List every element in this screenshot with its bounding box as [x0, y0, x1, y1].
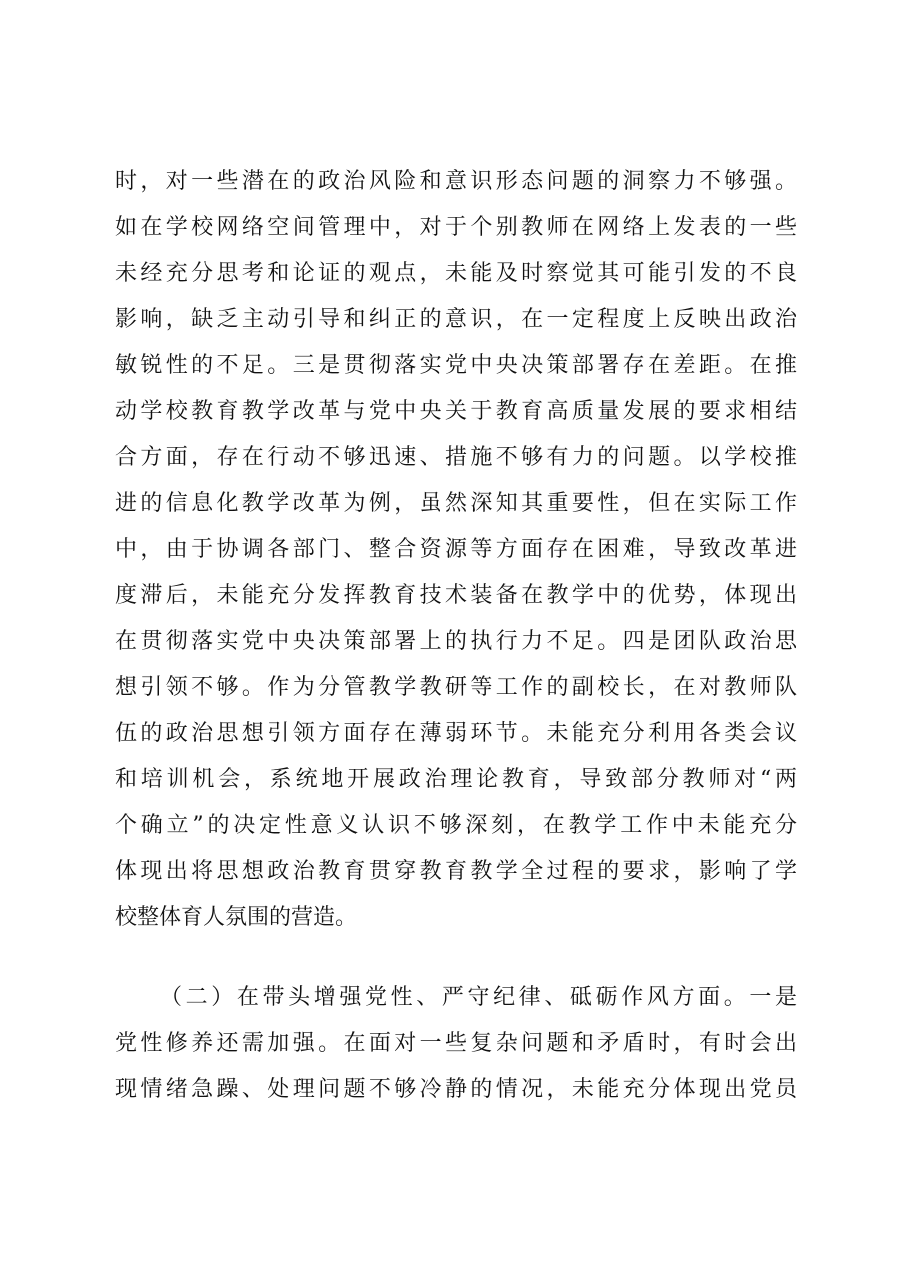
paragraph-line: 校整体育人氛围的营造。: [115, 905, 358, 930]
paragraph-line: 敏锐性的不足。三是贯彻落实党中央决策部署存在差距。在推: [115, 353, 797, 378]
paragraph-line: 合方面，存在行动不够迅速、措施不够有力的问题。以学校推: [115, 445, 797, 470]
paragraph-line: 党性修养还需加强。在面对一些复杂问题和矛盾时，有时会出: [115, 1031, 797, 1056]
section-heading-line: （二）在带头增强党性、严守纪律、砥砺作风方面。一是: [160, 985, 797, 1010]
paragraph-line: 伍的政治思想引领方面存在薄弱环节。未能充分利用各类会议: [115, 721, 797, 746]
paragraph-line: 进的信息化教学改革为例，虽然深知其重要性，但在实际工作: [115, 491, 797, 516]
paragraph-line: 体现出将思想政治教育贯穿教育教学全过程的要求，影响了学: [115, 859, 797, 884]
paragraph-line: 和培训机会，系统地开展政治理论教育，导致部分教师对“两: [115, 767, 797, 792]
paragraph-line: 在贯彻落实党中央决策部署上的执行力不足。四是团队政治思: [115, 629, 797, 654]
paragraph-line: 想引领不够。作为分管教学教研等工作的副校长，在对教师队: [115, 675, 797, 700]
paragraph-line: 个确立”的决定性意义认识不够深刻，在教学工作中未能充分: [115, 813, 797, 838]
paragraph-line: 度滞后，未能充分发挥教育技术装备在教学中的优势，体现出: [115, 583, 797, 608]
paragraph-line: 未经充分思考和论证的观点，未能及时察觉其可能引发的不良: [115, 261, 797, 286]
paragraph-line: 影响，缺乏主动引导和纠正的意识，在一定程度上反映出政治: [115, 307, 797, 332]
paragraph-line: 如在学校网络空间管理中，对于个别教师在网络上发表的一些: [115, 215, 797, 240]
paragraph-line: 中，由于协调各部门、整合资源等方面存在困难，导致改革进: [115, 537, 797, 562]
paragraph-line: 时，对一些潜在的政治风险和意识形态问题的洞察力不够强。: [115, 169, 797, 194]
paragraph-line: 现情绪急躁、处理问题不够冷静的情况，未能充分体现出党员: [115, 1077, 797, 1102]
paragraph-line: 动学校教育教学改革与党中央关于教育高质量发展的要求相结: [115, 399, 797, 424]
